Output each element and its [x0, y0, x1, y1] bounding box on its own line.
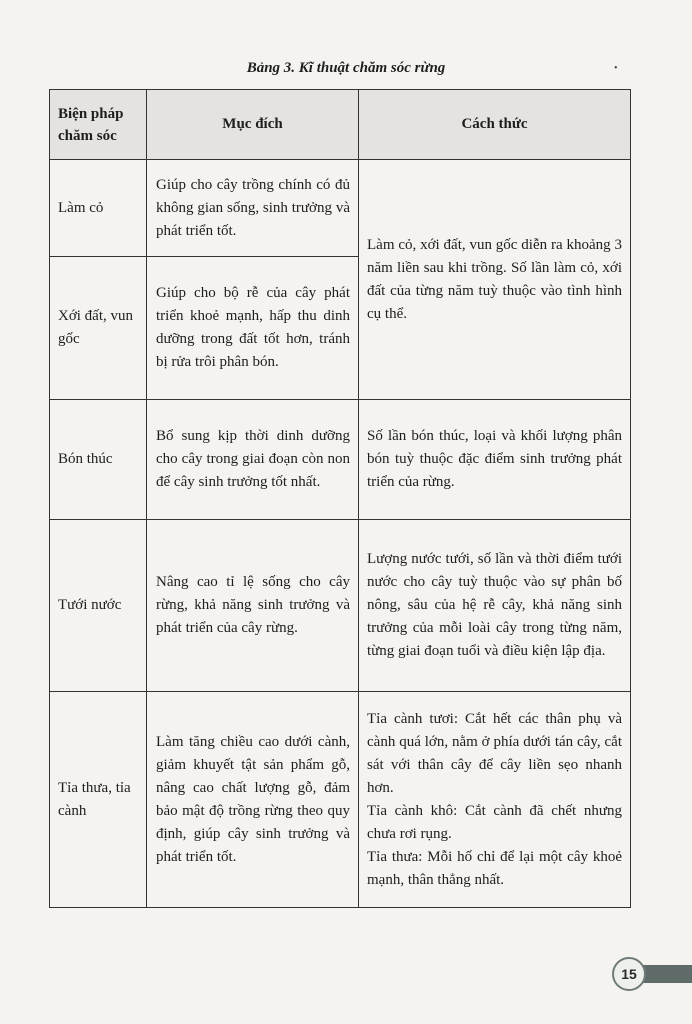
- purpose-cell: Giúp cho bộ rễ của cây phát triển khoẻ mạnh, hấp thu dinh dưỡng trong đất tốt hơn, tránh bị rửa trôi phân bón.: [147, 257, 359, 400]
- header-method: Cách thức: [359, 90, 631, 160]
- method-cell: Số lần bón thúc, loại và khối lượng phân bón tuỳ thuộc đặc điểm sinh trưởng phát triển của rừng.: [359, 400, 631, 520]
- method-line: Tỉa thưa: Mỗi hố chỉ để lại một cây khoẻ mạnh, thân thẳng nhất.: [367, 848, 622, 888]
- table-row: [50, 520, 631, 692]
- table-caption: Bảng 3. Kĩ thuật chăm sóc rừng: [246, 60, 446, 76]
- method-line: Tỉa cành khô: Cắt cành đã chết nhưng chưa rơi rụng.: [367, 802, 622, 842]
- table-header-row: [50, 90, 631, 160]
- purpose-cell: Nâng cao tỉ lệ sống cho cây rừng, khả năng sinh trưởng và phát triển của cây rừng.: [147, 520, 359, 692]
- measure-cell: Xới đất, vun gốc: [50, 257, 147, 400]
- method-cell: Lượng nước tưới, số lần và thời điểm tưới nước cho cây tuỳ thuộc vào sự phân bố nông, sâu của hệ rễ cây, khả năng sinh trưởng của mỗi loài cây trong từng năm, từng giai đoạn tuổi và điều kiện lập địa.: [359, 520, 631, 692]
- header-purpose: Mục đích: [147, 90, 359, 160]
- method-cell: [359, 692, 631, 908]
- method-line: Tỉa cành tươi: Cắt hết các thân phụ và cành quá lớn, nằm ở phía dưới tán cây, cắt sát với thân cây để cây liền sẹo nhanh hơn.: [367, 710, 622, 796]
- purpose-cell: Giúp cho cây trồng chính có đủ không gian sống, sinh trưởng và phát triển tốt.: [147, 160, 359, 257]
- table-row: [50, 400, 631, 520]
- page-number: 15: [612, 957, 646, 991]
- measure-cell: Tưới nước: [50, 520, 147, 692]
- page-mark: •: [614, 63, 618, 74]
- page-number-badge: [612, 957, 692, 991]
- purpose-cell: Bổ sung kịp thời dinh dưỡng cho cây trong giai đoạn còn non để cây sinh trưởng tốt nhất.: [147, 400, 359, 520]
- measure-cell: Làm cỏ: [50, 160, 147, 257]
- forest-care-table: [49, 89, 631, 908]
- measure-cell: Tỉa thưa, tỉa cành: [50, 692, 147, 908]
- table-row: [50, 692, 631, 908]
- measure-cell: Bón thúc: [50, 400, 147, 520]
- method-cell-shared: Làm cỏ, xới đất, vun gốc diễn ra khoảng 3 năm liền sau khi trồng. Số lần làm cỏ, xới đất của từng năm tuỳ thuộc vào tình hình cụ thể.: [359, 160, 631, 400]
- header-measure: Biện pháp chăm sóc: [50, 90, 147, 160]
- purpose-cell: Làm tăng chiều cao dưới cành, giảm khuyết tật sản phẩm gỗ, nâng cao chất lượng gỗ, đảm bảo mật độ trồng rừng theo quy định, giúp cây sinh trưởng và phát triển tốt.: [147, 692, 359, 908]
- table-row: [50, 160, 631, 257]
